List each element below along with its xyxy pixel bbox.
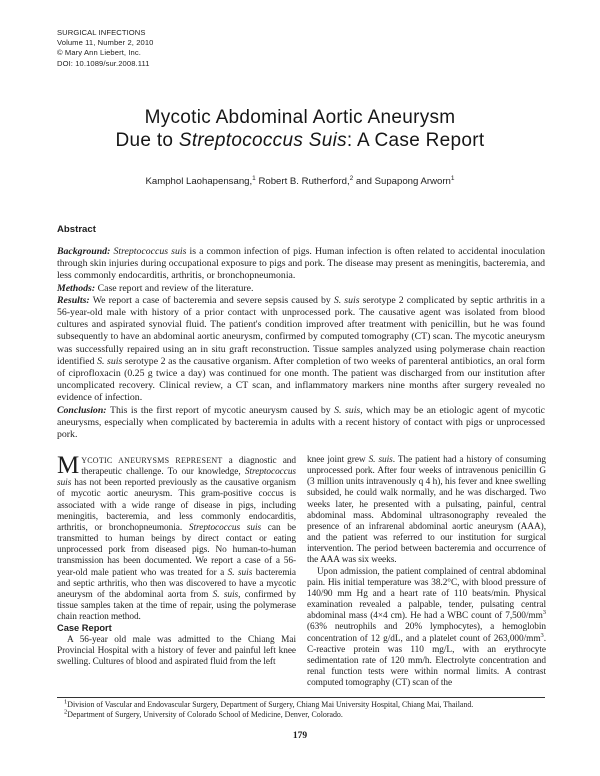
dropcap: M (57, 452, 80, 479)
article-title (56, 106, 544, 152)
page-number: 179 (292, 731, 308, 741)
abstract-body (57, 246, 545, 441)
case-report-paragraph-2: Upon admission, the patient complained of central abdominal pain. His initial temperature was 38.2°C, with blood pressure of 140/90 mm Hg and a heart rate of 110 beats/min. Physical examination revealed a palpable, tender, pulsating central abdominal mass (4×4 cm). He had a WBC count of $7,500/mm^3$ (63% neutrophils and 20% lymphocytes), a hemoglobin concentration of 12 g/dL, and a platelet count of $263,000/mm^3$. C-reactive protein was 110 mg/L, with an erythrocyte sedimentation rate of 120 mm/h. Electrolyte concentration and renal function tests were within normal limits. A contrast computed tomography (CT) scan of the (307, 566, 546, 689)
section-heading-case-report: Case Report (57, 623, 112, 634)
journal-name: SURGICAL INFECTIONS (57, 28, 146, 37)
case-report-paragraph-1: A 56-year old male was admitted to the Chiang Mai Provincial Hospital with a history of fever and painful left knee swelling. Cultures of blood and aspirated fluid from the left (57, 634, 296, 667)
journal-volume-line: Volume 11, Number 2, 2010 (57, 38, 154, 48)
journal-header (57, 28, 154, 69)
footnotes (57, 700, 545, 721)
abstract-results: Results: We report a case of bacteremia and severe sepsis caused by S. suis serotype 2 complicated by septic arthritis in a 56-year-old male with history of a prior contact with unprocessed pork. The causative agent was isolated from blood cultures and aspirated synovial fluid. The patient's condition improved after treatment with penicillin, but he was found subsequently to have an abdominal aortic aneurysm, confirmed by computed tomography (CT) scan. The mycotic aneurysm was successfully repaired using an in situ graft reconstruction. Tissue samples analyzed using polymerase chain reaction identified S. suis serotype 2 as the causative organism. After completion of two weeks of parenteral antibiotics, an oral form of ciprofloxacin (0.25 g twice a day) was continued for one month. The patient was discharged from our institution after uncomplicated recovery. Clinical review, a CT scan, and inflammatory markers nine months after surgery revealed no evidence of infection. (57, 294, 546, 404)
right-column (307, 455, 546, 689)
abstract-background: Background: Streptococcus suis is a common infection of pigs. Human infection is often related to accidental inoculation through skin injuries during occupational exposure to pigs and pork. The disease may present as meningitis, bacteremia, and less commonly endocarditis, arthritis, or bronchopneumonia. (57, 246, 546, 282)
footnote-affiliation-1: $^1$Division of Vascular and Endovascular Surgery, Department of Surgery, Chiang Mai University Hospital, Chiang Mai, Thailand. (64, 698, 474, 709)
journal-copyright-line: © Mary Ann Liebert, Inc. (57, 48, 141, 58)
case-report-paragraph-1-continued: knee joint grew S. suis. The patient had a history of consuming unprocessed pork. After four weeks of intravenous penicillin G (3 million units intravenously q 4 h), his fever and knee swelling subsided, he could walk normally, and he was discharged. Two weeks later, he presented with a pulsating, painful, central abdominal mass. Abdominal ultrasonography revealed the presence of an infrarenal abdominal aortic aneurysm (AAA), and the patient was referred to our institution for surgical intervention. The period between bacteremia and occurrence of the AAA was six weeks. (307, 455, 546, 566)
intro-paragraph (57, 452, 297, 623)
two-column-body (57, 452, 546, 689)
footnote-affiliation-2: $^2$Department of Surgery, University of Colorado School of Medicine, Denver, Colorado. (64, 708, 343, 720)
article-title-line2: Due to Streptococcus Suis: A Case Report (115, 130, 485, 151)
article-title-line1: Mycotic Abdominal Aortic Aneurysm (144, 107, 456, 128)
abstract-conclusion: Conclusion: This is the first report of mycotic aneurysm caused by S. suis, which may be an etiologic agent of mycotic aneurysms, especially when complicated by bacteremia in adults with a recent history of contact with pigs or unprocessed pork. (57, 404, 546, 441)
author-list: Kamphol Laohapensang,$^1$ Robert B. Rutherford,$^2$ and Supapong Arworn$^1$ (145, 174, 455, 187)
journal-doi-line: DOI: 10.1089/sur.2008.111 (57, 58, 150, 68)
abstract-heading: Abstract (57, 224, 96, 235)
left-column (57, 452, 297, 689)
intro-paragraph-text: YCOTIC ANEURYSMS REPRESENT a diagnostic and therapeutic challenge. To our knowledge, Streptococcus suis has not been reported previously as the causative organism of mycotic aortic aneurysm. This gram-positive coccus is associated with a wide range of disease in pigs, including meningitis, bacteremia, and less commonly endocarditis, arthritis, or bronchopneumonia. Streptococcus suis can be transmitted to human beings by direct contact or eating unprocessed pork from diseased pigs. No human-to-human transmission has been documented. We report a case of a 56-year-old male patient who was treated for a S. suis bacteremia and septic arthritis, who then was discovered to have a mycotic aneurysm of the abdominal aorta from S. suis, confirmed by tissue samples taken at the time of repair, using the polymerase chain reaction method. (57, 456, 297, 623)
abstract-methods: Methods: Case report and review of the literature. (57, 282, 254, 294)
footnote-divider (57, 697, 545, 698)
